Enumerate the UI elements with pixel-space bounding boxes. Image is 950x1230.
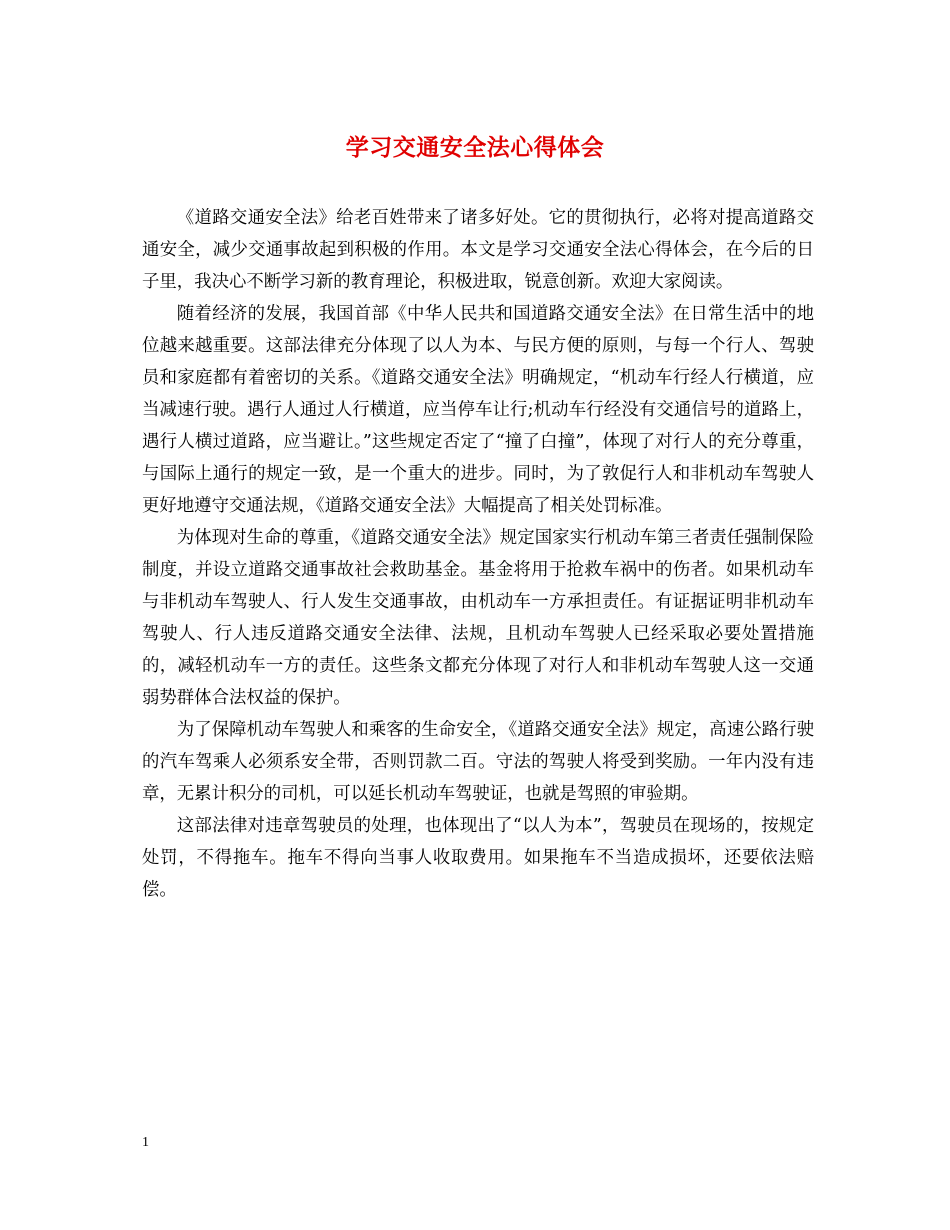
- document-body: [142, 202, 814, 906]
- paragraph-4: 为了保障机动车驾驶人和乘客的生命安全，《道路交通安全法》规定，高速公路行驶的汽车驾乘人必须系安全带，否则罚款二百。守法的驾驶人将受到奖励。一年内没有违章，无累计积分的司机，可以延长机动车驾驶证，也就是驾照的审验期。: [142, 720, 814, 804]
- document-title: 学习交通安全法心得体会: [345, 134, 605, 161]
- page-number: 1: [142, 1135, 149, 1150]
- paragraph-5: 这部法律对违章驾驶员的处理，也体现出了“以人为本”，驾驶员在现场的，按规定处罚，不得拖车。拖车不得向当事人收取费用。如果拖车不当造成损坏，还要依法赔偿。: [142, 816, 814, 900]
- paragraph-3: 为体现对生命的尊重，《道路交通安全法》规定国家实行机动车第三者责任强制保险制度，并设立道路交通事故社会救助基金。基金将用于抢救车祸中的伤者。如果机动车与非机动车驾驶人、行人发生交通事故，由机动车一方承担责任。有证据证明非机动车驾驶人、行人违反道路交通安全法律、法规，且机动车驾驶人已经采取必要处置措施的，减轻机动车一方的责任。这些条文都充分体现了对行人和非机动车驾驶人这一交通弱势群体合法权益的保护。: [142, 528, 814, 708]
- paragraph-1: 《道路交通安全法》给老百姓带来了诸多好处。它的贯彻执行，必将对提高道路交通安全，减少交通事故起到积极的作用。本文是学习交通安全法心得体会，在今后的日子里，我决心不断学习新的教育理论，积极进取，锐意创新。欢迎大家阅读。: [142, 208, 814, 292]
- paragraph-2: 随着经济的发展，我国首部《中华人民共和国道路交通安全法》在日常生活中的地位越来越重要。这部法律充分体现了以人为本、与民方便的原则，与每一个行人、驾驶员和家庭都有着密切的关系。《道路交通安全法》明确规定，“机动车行经人行横道，应当减速行驶。遇行人通过人行横道，应当停车让行;机动车行经没有交通信号的道路上，遇行人横过道路，应当避让。”这些规定否定了“撞了白撞”，体现了对行人的充分尊重，与国际上通行的规定一致，是一个重大的进步。同时，为了敦促行人和非机动车驾驶人更好地遵守交通法规，《道路交通安全法》大幅提高了相关处罚标准。: [142, 304, 814, 516]
